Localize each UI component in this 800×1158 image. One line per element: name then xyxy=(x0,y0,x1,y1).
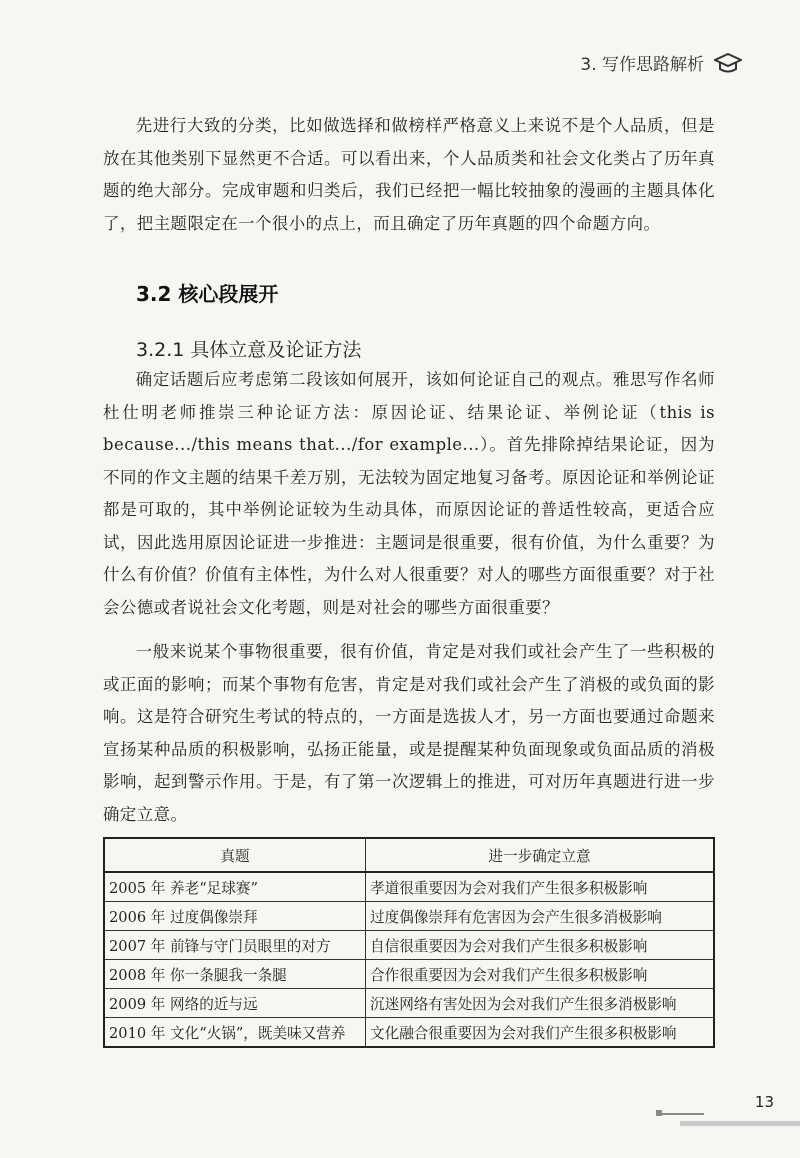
table-header-cell: 真题 xyxy=(104,838,366,872)
subsection-heading: 3.2.1 具体立意及论证方法 xyxy=(136,339,362,361)
table-row xyxy=(104,1018,714,1048)
graduation-cap-icon xyxy=(714,52,742,74)
body-paragraph-2: 一般来说某个事物很重要，很有价值，肯定是对我们或社会产生了一些积极的或正面的影响；而某个事物有危害，肯定是对我们或社会产生了消极的或负面的影响。这是符合研究生考试的特点的，一方面是选拔人才，另一方面也要通过命题来宣扬某种品质的积极影响，弘扬正能量，或是提醒某种负面现象或负面品质的消极影响，起到警示作用。于是，有了第一次逻辑上的推进，可对历年真题进行进一步确定立意。 xyxy=(103,642,715,824)
footer-decoration-line xyxy=(656,1113,704,1115)
section-heading: 3.2 核心段展开 xyxy=(136,282,279,306)
body-paragraph-1: 确定话题后应考虑第二段该如何展开，该如何论证自己的观点。雅思写作名师杜仕明老师推崇三种论证方法：原因论证、结果论证、举例论证（this is because.../this means that.../for example...）。首先排除掉结果论证，因为不同的作文主题的结果千差万别，无法较为固定地复习备考。原因论证和举例论证都是可取的，其中举例论证较为生动具体，而原因论证的普适性较高，更适合应试，因此选用原因论证进一步推进：主题词是很重要，很有价值，为什么重要？为什么有价值？价值有主体性，为什么对人很重要？对人的哪些方面很重要？对于社会公德或者说社会文化考题，则是对社会的哪些方面很重要？ xyxy=(103,370,715,617)
table-cell-theme: 孝道很重要因为会对我们产生很多积极影响 xyxy=(366,872,715,902)
table-cell-theme: 过度偶像崇拜有危害因为会产生很多消极影响 xyxy=(366,902,715,931)
table-cell-theme: 沉迷网络有害处因为会对我们产生很多消极影响 xyxy=(366,989,715,1018)
table-row xyxy=(104,872,714,902)
table-cell-topic: 2009 年 网络的近与远 xyxy=(104,989,366,1018)
table-cell-theme: 合作很重要因为会对我们产生很多积极影响 xyxy=(366,960,715,989)
table-cell-topic: 2010 年 文化“火锅”，既美味又营养 xyxy=(104,1018,366,1048)
table-row xyxy=(104,902,714,931)
intro-paragraph: 先进行大致的分类，比如做选择和做榜样严格意义上来说不是个人品质，但是放在其他类别下显然更不合适。可以看出来，个人品质类和社会文化类占了历年真题的绝大部分。完成审题和归类后，我们已经把一幅比较抽象的漫画的主题具体化了，把主题限定在一个很小的点上，而且确定了历年真题的四个命题方向。 xyxy=(103,116,715,233)
table-cell-topic: 2008 年 你一条腿我一条腿 xyxy=(104,960,366,989)
table-cell-theme: 自信很重要因为会对我们产生很多积极影响 xyxy=(366,931,715,960)
table-header-row xyxy=(104,838,714,872)
page-number: 13 xyxy=(754,1093,774,1111)
header-title: 3. 写作思路解析 xyxy=(580,55,704,75)
footer-decoration-bar xyxy=(680,1121,800,1126)
table-cell-theme: 文化融合很重要因为会对我们产生很多积极影响 xyxy=(366,1018,715,1048)
table-cell-topic: 2005 年 养老“足球赛” xyxy=(104,872,366,902)
table-cell-topic: 2006 年 过度偶像崇拜 xyxy=(104,902,366,931)
table-row xyxy=(104,989,714,1018)
running-header xyxy=(580,50,742,75)
topics-table xyxy=(103,837,715,1048)
table-row xyxy=(104,931,714,960)
table-header-cell: 进一步确定立意 xyxy=(366,838,715,872)
page-content xyxy=(103,110,715,1048)
table-row xyxy=(104,960,714,989)
table-cell-topic: 2007 年 前锋与守门员眼里的对方 xyxy=(104,931,366,960)
